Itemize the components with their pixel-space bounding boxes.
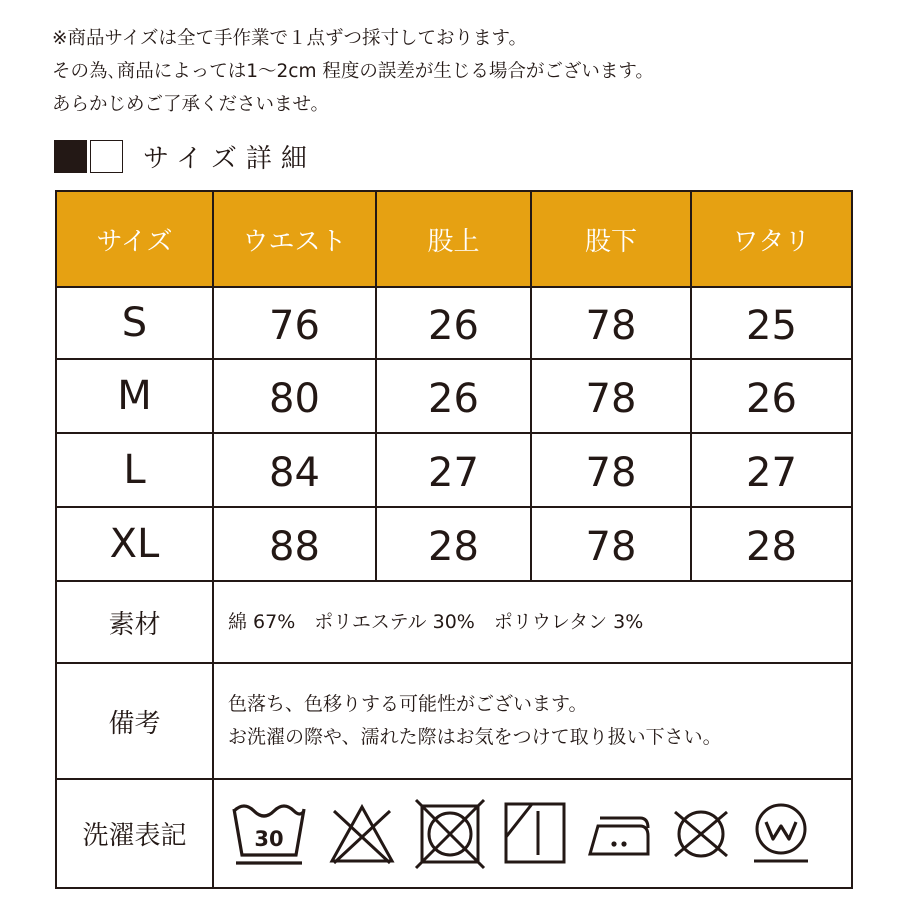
material-label: 素材 <box>56 581 213 663</box>
inseam-cell: 78 <box>531 507 691 581</box>
remarks-value <box>213 663 852 779</box>
no-bleach-icon <box>326 801 398 867</box>
size-cell: S <box>56 287 213 359</box>
remarks-line-1: 色落ち、色移りする可能性がございます。 <box>228 693 588 715</box>
waist-cell: 88 <box>213 507 376 581</box>
header-size: サイズ <box>56 191 213 287</box>
rise-cell: 26 <box>376 359 531 433</box>
material-row <box>56 581 852 663</box>
thigh-cell: 28 <box>691 507 852 581</box>
size-cell: M <box>56 359 213 433</box>
wash-30-icon <box>228 799 310 869</box>
table-row <box>56 287 852 359</box>
header-thigh: ワタリ <box>691 191 852 287</box>
waist-cell: 84 <box>213 433 376 507</box>
material-value: 綿 67% ポリエステル 30% ポリウレタン 3% <box>213 581 852 663</box>
care-icons <box>214 798 851 870</box>
header-rise: 股上 <box>376 191 531 287</box>
rise-cell: 27 <box>376 433 531 507</box>
waist-cell: 80 <box>213 359 376 433</box>
no-tumble-dry-icon <box>414 798 486 870</box>
size-cell: XL <box>56 507 213 581</box>
thigh-cell: 27 <box>691 433 852 507</box>
wet-clean-icon <box>748 801 814 867</box>
size-notes <box>52 22 654 121</box>
care-icons-cell <box>213 779 852 888</box>
thigh-cell: 25 <box>691 287 852 359</box>
remarks-line-2: お洗濯の際や、濡れた際はお気をつけて取り扱い下さい。 <box>228 726 722 748</box>
rise-cell: 26 <box>376 287 531 359</box>
white-square-icon <box>90 140 123 173</box>
remarks-row <box>56 663 852 779</box>
line-dry-shade-icon <box>502 799 568 869</box>
table-row <box>56 507 852 581</box>
table-header-row <box>56 191 852 287</box>
iron-medium-icon <box>584 806 654 862</box>
care-label: 洗濯表記 <box>56 779 213 888</box>
wash-temp-text: 30 <box>254 826 284 851</box>
inseam-cell: 78 <box>531 287 691 359</box>
inseam-cell: 78 <box>531 433 691 507</box>
note-line-1: ※商品サイズは全て手作業で１点ずつ採寸しております。 <box>52 28 528 49</box>
size-table <box>55 190 853 889</box>
no-dry-clean-icon <box>670 803 732 865</box>
thigh-cell: 26 <box>691 359 852 433</box>
heading-title: サイズ詳細 <box>143 143 316 174</box>
section-heading <box>54 138 316 174</box>
rise-cell: 28 <box>376 507 531 581</box>
note-line-2: その為､商品によっては1〜2cm 程度の誤差が生じる場合がございます。 <box>52 61 654 82</box>
note-line-3: あらかじめご了承くださいませ。 <box>52 94 329 115</box>
table-row <box>56 433 852 507</box>
inseam-cell: 78 <box>531 359 691 433</box>
waist-cell: 76 <box>213 287 376 359</box>
header-inseam: 股下 <box>531 191 691 287</box>
care-row <box>56 779 852 888</box>
size-cell: L <box>56 433 213 507</box>
black-square-icon <box>54 140 87 173</box>
table-row <box>56 359 852 433</box>
header-waist: ウエスト <box>213 191 376 287</box>
remarks-label: 備考 <box>56 663 213 779</box>
